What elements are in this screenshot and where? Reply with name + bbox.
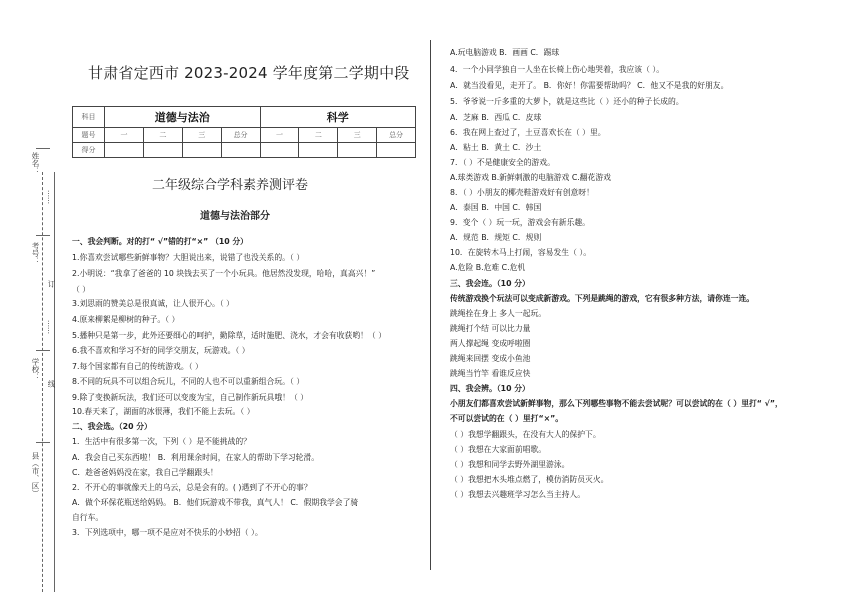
question-line: 4.原来柳絮是柳树的种子。（ ） [72,315,180,324]
question-line: 5．爷爷说一斤多重的大萝卜，就是这些比（ ）还小的种子长成的。 [450,97,684,106]
binding-margin [8,80,68,520]
question-line: 7.每个国家都有自己的传统游戏。（ ） [72,362,203,371]
question-line: A.危险 B.危难 C.危机 [450,263,526,272]
score-cell[interactable] [377,143,416,158]
matching-row[interactable]: 跳绳打个结 可以比力量 [450,324,531,333]
column-divider [430,40,431,570]
dashed-mark-4: 线 [47,380,56,388]
question-line: 8.不同的玩具不可以组合玩儿，不同的人也不可以重新组合玩。（ ） [72,377,305,386]
item-col: 总分 [377,128,416,143]
question-line: （ ） [72,285,91,294]
question-line: 1.你喜欢尝试哪些新鲜事物？大胆说出来，说错了也没关系的。（ ） [72,253,305,262]
question-line: 2．不开心的事就像天上的乌云，总是会有的。( )遇到了不开心的事？ [72,483,312,492]
item-col: 二 [299,128,338,143]
dashed-mark-3: …… [46,320,54,334]
question-line: A．我会自己买东西啦！ B．利用课余时间，在家人的帮助下学习轮滑。 [72,453,320,462]
question-line: 10.春天来了，湖面的冰很薄，我们不能上去玩。（ ） [72,407,255,416]
score-row [73,143,416,158]
dashed-mark-2: 订 [47,280,56,288]
school-underline [36,350,50,351]
exam-subtitle: 二年级综合学科素养测评卷 [152,178,309,193]
section-title: 道德与法治部分 [200,211,270,222]
county-underline [36,442,50,443]
name-underline [36,148,50,149]
name-label: 姓名： [31,152,40,175]
subject-row [73,107,416,128]
question-line: A.球类游戏 B.新鲜刺激的电脑游戏 C.翻花游戏 [450,173,611,182]
part4-instruction: 小朋友们都喜欢尝试新鲜事物，那么下列哪些事物不能去尝试呢？可以尝试的在（ ）里打“ √”， [450,399,783,408]
question-line: 6．我在网上查过了，土豆喜欢长在（ ）里。 [450,128,606,137]
score-cell[interactable] [143,143,182,158]
part3-instruction: 传统游戏换个玩法可以变成新游戏。下列是跳绳的游戏，它有很多种方法，请你连一连。 [450,294,755,303]
dashed-mark-1: …… [46,190,54,204]
county-label: 县（市、区） [31,452,40,497]
question-line: 1．生活中有很多第一次，下列（ ）是不能挑战的？ [72,437,251,446]
question-line: 3．下列选项中，哪一项不是应对不快乐的小妙招（ ）。 [72,528,263,537]
question-line: （ ）我想和同学去野外湖里游泳。 [450,460,570,469]
item-col: 三 [182,128,221,143]
question-line: A．芝麻 B．西瓜 C．皮球 [450,113,542,122]
subject-science: 科学 [260,107,416,128]
question-line: A．泰国 B．中国 C．韩国 [450,203,542,212]
question-line: 4．一个小同学独自一人坐在长椅上伤心地哭着，我应该（ ）。 [450,65,665,74]
question-line: 自行车。 [72,513,104,522]
question-line: A．做个环保花瓶送给妈妈。 B．他们玩游戏不带我，真气人！ C．假期我学会了骑 [72,498,359,507]
question-line: （ ）我想把木头堆点燃了，模仿消防员灭火。 [450,475,609,484]
question-line: 3.刘思雨的赞美总是很真诚，让人很开心。（ ） [72,299,234,308]
score-cell[interactable] [105,143,144,158]
question-line: 7．（ ）不是健康安全的游戏。 [450,158,555,167]
score-table [72,106,416,158]
item-col: 三 [338,128,377,143]
item-label: 题号 [73,128,105,143]
matching-row[interactable]: 跳绳拴在身上 多人一起玩。 [450,309,547,318]
school-label: 学校： [31,358,40,381]
subject-morality: 道德与法治 [105,107,261,128]
score-cell[interactable] [221,143,260,158]
matching-row[interactable]: 跳绳来回摆 变成小鱼池 [450,354,531,363]
seat-label: 考号： [31,242,40,265]
exam-title: 甘肃省定西市 2023-2024 学年度第二学期中段 [88,64,410,82]
item-col: 一 [260,128,299,143]
score-cell[interactable] [299,143,338,158]
item-col: 总分 [221,128,260,143]
subject-label: 科目 [73,107,105,128]
item-row [73,128,416,143]
question-line: 5.播种只是第一步，此外还要细心的呵护，勤除草，适时施肥、浇水，才会有收获哟！（ ） [72,331,386,340]
part3-heading: 三、我会连。（10 分） [450,279,530,288]
question-line: （ ）我想在大家面前唱歌。 [450,445,547,454]
question-line: C．趁爸爸妈妈没在家，我自己学翻跟头！ [72,468,218,477]
matching-row[interactable]: 跳绳当竹竿 看谁反应快 [450,369,531,378]
part4-heading: 四、我会辨。（10 分） [450,384,530,393]
question-line: 6.我不喜欢和学习不好的同学交朋友，玩游戏。（ ） [72,346,250,355]
question-line: A．粘土 B．黄土 C．沙土 [450,143,542,152]
score-cell[interactable] [260,143,299,158]
score-cell[interactable] [338,143,377,158]
question-line: 2.小明说：“我拿了爸爸的 10 块钱去买了一个小玩具。他居然没发现，哈哈，真高兴！” [72,269,376,278]
score-label: 得分 [73,143,105,158]
question-line: 10．在旋转木马上打闹，容易发生（ ）。 [450,248,592,257]
question-line: （ ）我想去兴趣班学习怎么当主持人。 [450,490,586,499]
question-line: A．就当没看见，走开了。 B．你好！你需要帮助吗？ C．他又不是我的好朋友。 [450,81,729,90]
part2-heading: 二、我会选。（20 分） [72,422,152,431]
question-line: 9.除了变换新玩法，我们还可以变废为宝，自己制作新玩具哦！（ ） [72,393,309,402]
item-col: 一 [105,128,144,143]
question-line: 8．（ ）小朋友的椰壳鞋游戏好有创意呀！ [450,188,594,197]
item-col: 二 [143,128,182,143]
question-line: A.玩电脑游戏 B．画画 C．踢球 [450,48,560,57]
part1-heading: 一、我会判断。对的打“ √”错的打“×” （10 分） [72,237,248,246]
question-line: A．规范 B．规矩 C．规则 [450,233,542,242]
seat-underline [36,235,50,236]
matching-row[interactable]: 两人撑起绳 变成呼啦圈 [450,339,531,348]
question-line: （ ）我想学翻跟头，在没有大人的保护下。 [450,430,601,439]
score-cell[interactable] [182,143,221,158]
question-line: 9．变个（ ）玩一玩，游戏会有新乐趣。 [450,218,590,227]
part4-instruction-cont: 不可以尝试的在（ ）里打“×”。 [450,414,564,423]
